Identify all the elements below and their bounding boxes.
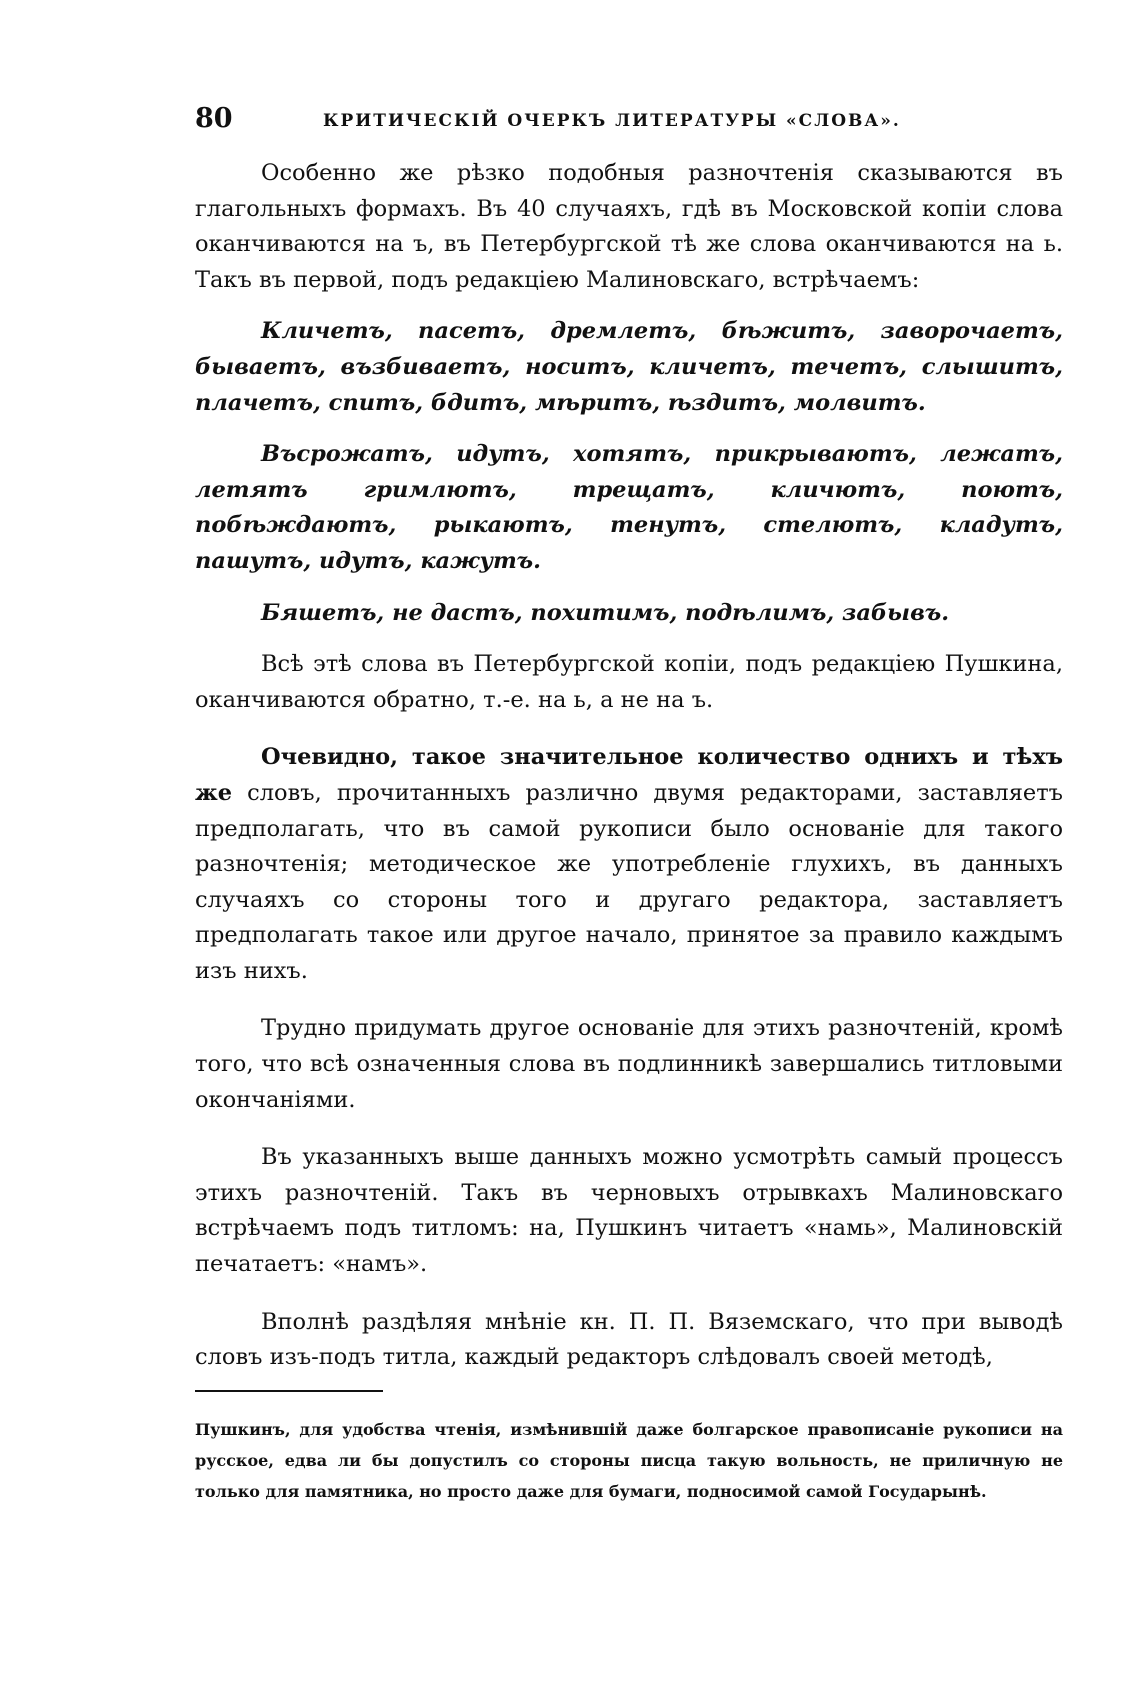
page-number: 80 [195, 103, 233, 134]
paragraph-continuation: словъ, прочитанныхъ различно двумя редакторами, заставляетъ предполагать, что въ самой рукописи было основаніе для такого разночтенія; методическое же употребленіе глухихъ, въ данныхъ случаяхъ со стороны того и другаго редактора, заставляетъ предполагать такое или другое начало, принятое за правило каждымъ изъ нихъ. [195, 779, 1063, 984]
spacer [195, 298, 1063, 314]
word-list-plural: Въсрожатъ, идутъ, хотятъ, прикрываютъ, лежатъ, летятъ гримлютъ, трещатъ, кличютъ, поютъ, побѣждаютъ, рыкаютъ, тенутъ, стелютъ, кладутъ, пашутъ, идутъ, кажутъ. [195, 441, 1063, 574]
footnote-divider [195, 1390, 383, 1392]
spacer [195, 718, 1063, 740]
paragraph-petersburg-copy: Всѣ этѣ слова въ Петербургской копіи, подъ редакціею Пушкина, оканчиваются обратно, т.-е. на ь, а не на ъ. [195, 651, 1063, 713]
paragraph-vyazemsky: Вполнѣ раздѣляя мнѣніе кн. П. П. Вяземскаго, что при выводѣ словъ изъ-подъ титла, каждый редакторъ слѣдовалъ своей методѣ, [195, 1308, 1063, 1371]
spacer [195, 989, 1063, 1011]
paragraph-hard-to-devise: Трудно придумать другое основаніе для этихъ разночтеній, кромѣ того, что всѣ означенныя слова въ подлинникѣ завершались титловыми окончаніями. [195, 1015, 1063, 1113]
word-list-misc: Бяшетъ, не дастъ, похитимъ, подѣлимъ, забывъ. [261, 599, 950, 626]
spacer [195, 421, 1063, 437]
word-list-third-person: Кличетъ, пасетъ, дремлетъ, бѣжитъ, заворочаетъ, бываетъ, възбиваетъ, носитъ, кличетъ, течетъ, слышитъ, плачетъ, спитъ, бдитъ, мѣритъ, ѣздитъ, молвитъ. [195, 318, 1063, 416]
footnote: Пушкинъ, для удобства чтенія, измѣнившій даже болгарское правописаніе рукописи на русское, едва ли бы допустилъ со стороны писца такую вольность, не приличную не только для памятника, но просто даже для бумаги, подносимой самой Государынѣ. [195, 1420, 1063, 1501]
spacer [195, 580, 1063, 596]
body-text [195, 156, 1063, 1376]
paragraph-verb-forms: Особенно же рѣзко подобныя разночтенія сказываются въ глагольныхъ формахъ. Въ 40 случаяхъ, гдѣ въ Московской копіи слова оканчиваются на ъ, въ Петербургской тѣ же слова оканчиваются на ь. Такъ въ первой, подъ редакціею Малиновскаго, встрѣчаемъ: [195, 160, 1063, 293]
running-title: КРИТИЧЕСКІЙ ОЧЕРКЪ ЛИТЕРАТУРЫ «СЛОВА». [323, 111, 901, 131]
paragraph-lead-bold: Очевидно, такое значительное количество однихъ и тѣхъ же [195, 744, 1063, 806]
spacer [195, 1283, 1063, 1305]
paragraph-process: Въ указанныхъ выше данныхъ можно усмотрѣть самый процессъ этихъ разночтеній. Такъ въ черновыхъ отрывкахъ Малиновскаго встрѣчаемъ подъ титломъ: на, Пушкинъ читаетъ «намь», Малиновскій печатаетъ: «намъ». [195, 1144, 1063, 1278]
spacer [195, 631, 1063, 647]
page-header [195, 104, 1063, 140]
paragraph-obviously [195, 740, 1063, 989]
spacer [195, 1118, 1063, 1140]
